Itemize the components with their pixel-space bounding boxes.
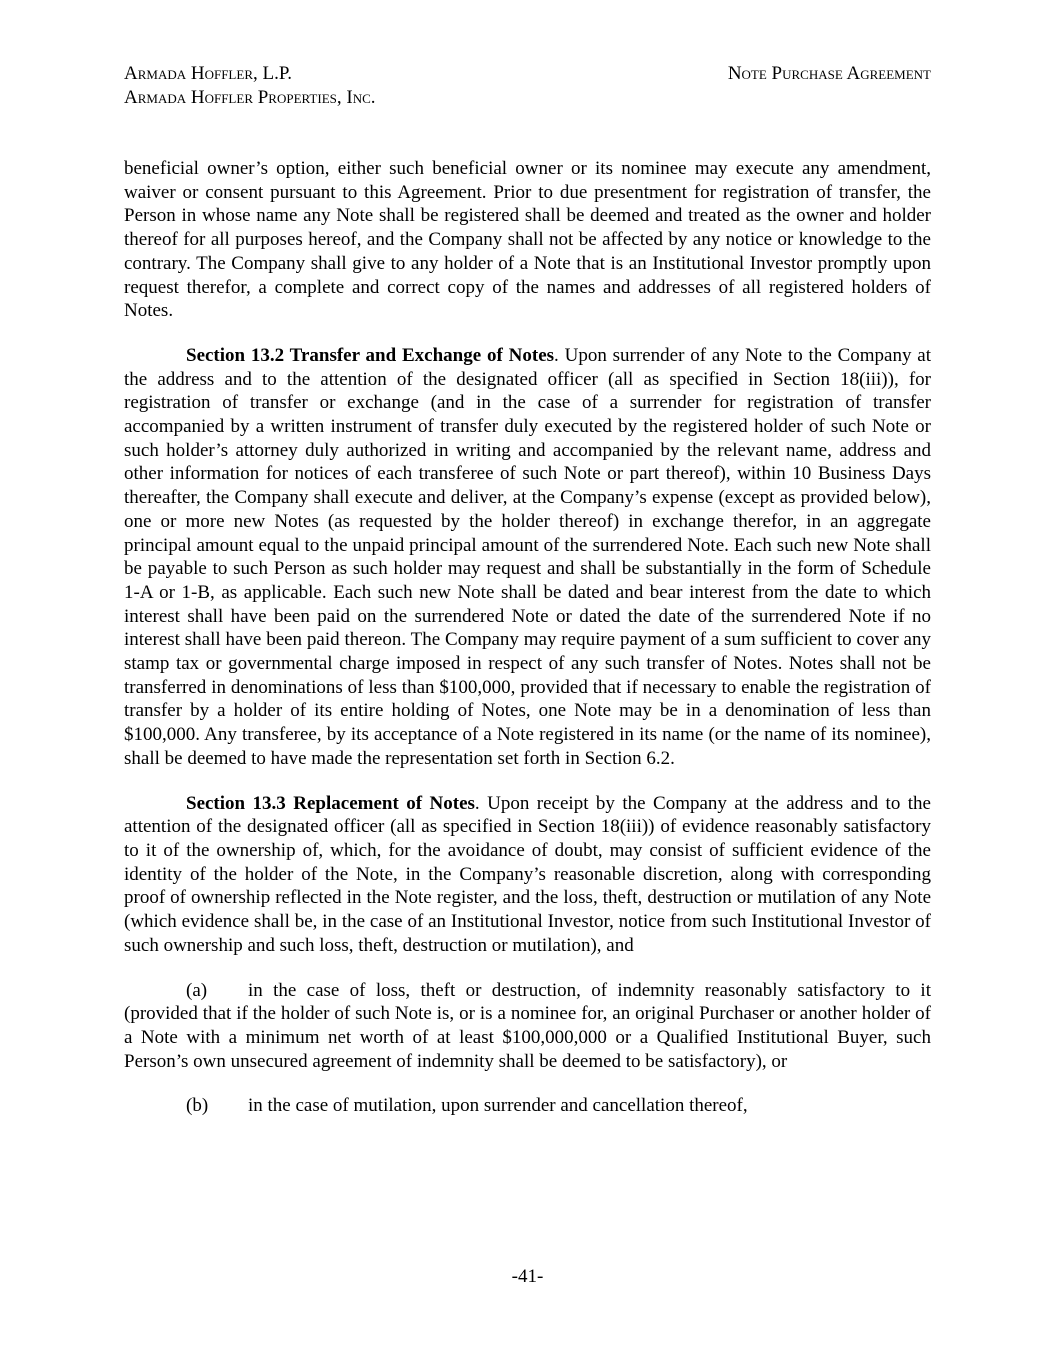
header-right (728, 62, 931, 86)
clause-b-body: in the case of mutilation, upon surrender and cancellation thereof, (248, 1095, 748, 1117)
section-13-2 (124, 344, 931, 771)
header-document-title: Note Purchase Agreement (727, 63, 931, 84)
page-number: -41- (511, 1266, 544, 1287)
clause-b-label: (b) (186, 1095, 209, 1117)
clause-a-body: in the case of loss, theft or destruction, of indemnity reasonably satisfactory to it (provided that if the holder of such Note is, or is a nominee for, an original Purchaser or another holder of a Note with a minimum net worth of at least $100,000,000 or a Qualified Institutional Buyer, such Person’s own unsecured agreement of indemnity shall be deemed to be satisfactory), or (124, 979, 931, 1072)
clause-a (124, 979, 931, 1074)
section-13-2-title: Section 13.2 Transfer and Exchange of Notes (186, 344, 555, 366)
header-company-lp: Armada Hoffler, L.P. (124, 63, 293, 84)
document-body (124, 157, 931, 1118)
page-header (124, 62, 931, 110)
paragraph-continuation: beneficial owner’s option, either such beneficial owner or its nominee may execute any amendment, waiver or consent pursuant to this Agreement. Prior to due presentment for registration of transfer, the Person in whose name any Note shall be registered shall be deemed and treated as the owner and holder thereof for all purposes hereof, and the Company shall not be affected by any notice or knowledge to the contrary. The Company shall give to any holder of a Note that is an Institutional Investor promptly upon request therefor, a complete and correct copy of the names and addresses of all registered holders of Notes. (124, 158, 931, 322)
section-13-3 (124, 792, 931, 958)
section-13-2-body: . Upon surrender of any Note to the Company at the address and to the attention of the designated officer (all as specified in Section 18(iii)), for registration of transfer or exchange (and in the case of a surrender for registration of transfer accompanied by a written instrument of transfer duly executed by the registered holder of such Note or such holder’s attorney duly authorized in writing and accompanied by the relevant name, address and other information for notices of each transferee of such Note or part thereof), within 10 Business Days thereafter, the Company shall execute and deliver, at the Company’s expense (except as provided below), one or more new Notes (as requested by the holder thereof) in exchange therefor, in an aggregate principal amount equal to the unpaid principal amount of the surrendered Note. Each such new Note shall be payable to such Person as such holder may request and shall be substantially in the form of Schedule 1-A or 1-B, as applicable. Each such new Note shall be dated and bear interest from the date to which interest shall have been paid on the surrendered Note or dated the date of the surrendered Note if no interest shall have been paid thereon. The Company may require payment of a sum sufficient to cover any stamp tax or governmental charge imposed in respect of any such transfer of Notes. Notes shall not be transferred in denominations of less than $100,000, provided that if necessary to enable the registration of transfer by a holder of its entire holding of Notes, one Note may be in a denomination of less than $100,000. Any transferee, by its acceptance of a Note registered in its name (or the name of its nominee), shall be deemed to have made the representation set forth in Section 6.2. (124, 344, 932, 769)
document-page (124, 62, 931, 1139)
header-company-inc: Armada Hoffler Properties, Inc. (124, 87, 376, 108)
header-left (124, 62, 376, 110)
clause-a-label: (a) (186, 979, 208, 1001)
section-13-3-body: . Upon receipt by the Company at the address and to the attention of the designated officer (all as specified in Section 18(iii)) of evidence reasonably satisfactory to it of the ownership of, which, for the avoidance of doubt, may consist of sufficient evidence of the identity of the holder of the Note, in the Company’s reasonable discretion, along with corresponding proof of ownership reflected in the Note register, and the loss, theft, destruction or mutilation of any Note (which evidence shall be, in the case of an Institutional Investor, notice from such Institutional Investor of such ownership and such loss, theft, destruction or mutilation), and (124, 792, 931, 956)
section-13-3-title: Section 13.3 Replacement of Notes (186, 792, 475, 814)
clause-b (124, 1094, 931, 1118)
